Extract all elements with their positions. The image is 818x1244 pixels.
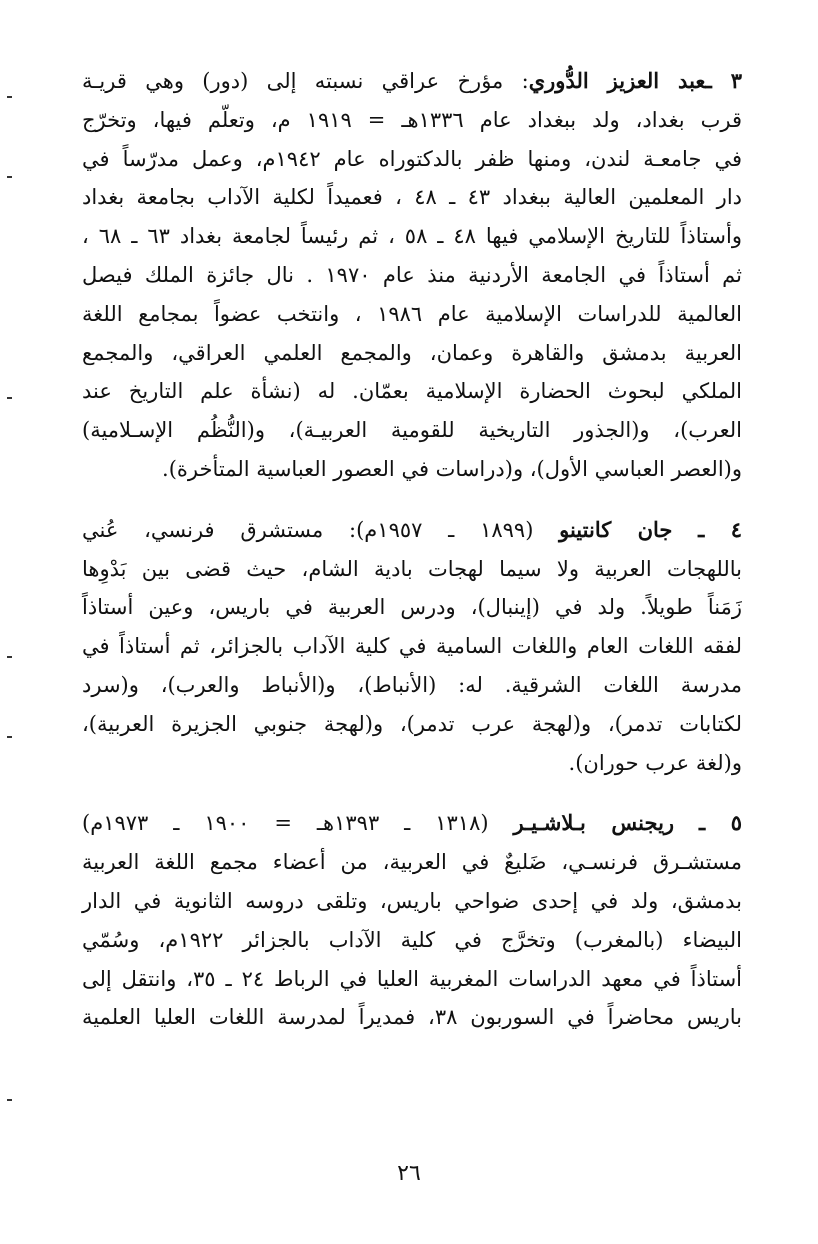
margin-mark xyxy=(7,176,12,178)
entry-name: ريجنس بـلاشـيـر xyxy=(513,810,675,836)
entry-number: ٤ ـ xyxy=(698,516,742,542)
entry-line: الملكي لبحوث الحضارة الإسلامية بعمّان. له (نشأة علم التاريخ عند xyxy=(82,379,742,404)
entry-line: لكتابات تدمر)، و(لهجة عرب تدمر)، و(لهجة جنوبي الجزيرة العربية)، xyxy=(82,711,742,736)
entry-line: ثم أستاذاً في الجامعة الأردنية منذ عام ١٩٧٠ . نال جائزة الملك فيصل xyxy=(82,262,742,287)
entry-line: مدرسة اللغات الشرقية. له: (الأنباط)، و(الأنباط والعرب)، و(سرد xyxy=(82,672,742,697)
entry-line: قرب بغداد، ولد ببغداد عام ١٣٣٦هـ = ١٩١٩ م، وتعلّم فيها، وتخرّج xyxy=(82,107,742,132)
entry-line: العربية بدمشق والقاهرة وعمان، والمجمع العلمي العراقي، والمجمع xyxy=(82,340,742,365)
entry-line: زَمَناً طويلاً. ولد في (إينبال)، ودرس العربية في باريس، وعين أستاذاً xyxy=(82,595,742,620)
page-number: ٢٦ xyxy=(397,1161,421,1186)
entry-name: عبد العزيز الدُّوري xyxy=(528,68,706,93)
margin-mark xyxy=(7,736,12,738)
entry-line: (١٨٩٩ ـ ١٩٥٧م): مستشرق فرنسي، عُني xyxy=(82,517,560,542)
entry-number: ٥ ـ xyxy=(698,810,742,836)
margin-mark xyxy=(7,96,12,98)
entry-line: العالمية للدراسات الإسلامية عام ١٩٨٦ ، وانتخب عضواً بمجامع اللغة xyxy=(82,301,742,326)
entry-first-line xyxy=(82,804,742,843)
entry-line: باريس محاضراً في السوربون ٣٨، فمديراً لمدرسة اللغات العليا العلمية xyxy=(82,1005,742,1030)
entry-line: البيضاء (بالمغرب) وتخرَّج في كلية الآداب بالجزائر ١٩٢٢م، وسُمّي xyxy=(82,927,742,952)
entry-line: (١٣١٨ ـ ١٣٩٣هـ = ١٩٠٠ ـ ١٩٧٣م) xyxy=(82,811,514,836)
entry-first-line xyxy=(82,511,742,550)
entry-line: دار المعلمين العالية ببغداد ٤٣ ـ ٤٨ ، فعميداً لكلية الآداب بجامعة بغداد xyxy=(82,185,743,210)
entry-line: وأستاذاً للتاريخ الإسلامي فيها ٤٨ ـ ٥٨ ، ثم رئيساً لجامعة بغداد ٦٣ ـ ٦٨ ، xyxy=(82,224,743,249)
entry-line: لفقه اللغات العام واللغات السامية في كلية الآداب بالجزائر، ثم أستاذاً في xyxy=(82,634,742,659)
entry-blachere xyxy=(82,804,742,1037)
entry-line: و(العصر العباسي الأول)، و(دراسات في العصور العباسية المتأخرة). xyxy=(162,456,742,481)
page-body xyxy=(82,62,742,1059)
entry-line: : مؤرخ عراقي نسبته إلى (دور) وهي قريـة xyxy=(82,69,529,93)
entry-line: العرب)، و(الجذور التاريخية للقومية العربيـة)، و(النُّظُم الإسـلامية) xyxy=(82,418,742,443)
entry-line: بدمشق، ولد في إحدى ضواحي باريس، وتلقى دروسه الثانوية في الدار xyxy=(82,888,742,913)
entry-name: جان كانتينو xyxy=(559,516,673,542)
entry-line: باللهجات العربية ولا سيما لهجات بادية الشام، حيث قضى بين بَدْوِها xyxy=(82,556,742,581)
margin-mark xyxy=(7,397,12,399)
entry-line: مستشـرق فرنسـي، ضَليعٌ في العربية، من أعضاء مجمع اللغة العربية xyxy=(82,850,742,875)
entry-first-line xyxy=(82,62,742,101)
entry-cantineau xyxy=(82,511,742,783)
entry-number: ٣ ـ xyxy=(705,68,742,93)
entry-line: و(لغة عرب حوران). xyxy=(568,750,742,775)
margin-mark xyxy=(7,656,12,658)
entry-duri xyxy=(82,62,742,489)
entry-line: أستاذاً في معهد الدراسات المغربية العليا في الرباط ٢٤ ـ ٣٥، وانتقل إلى xyxy=(82,966,742,991)
entry-line: في جامعـة لندن، ومنها ظفر بالدكتوراه عام ١٩٤٢م، وعمل مدرّساً في xyxy=(82,146,742,171)
margin-mark xyxy=(7,1099,12,1101)
